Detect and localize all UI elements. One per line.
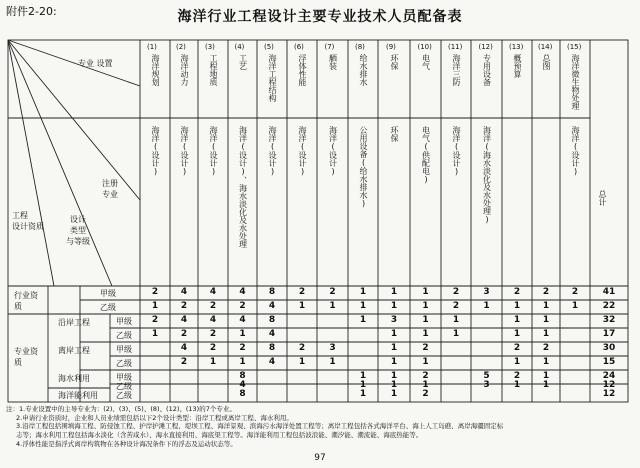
- table-cell: 1: [151, 301, 159, 311]
- column-index: (3): [205, 43, 215, 51]
- total-cell: 17: [602, 329, 616, 339]
- table-cell: 4: [180, 315, 188, 325]
- table-cell: 2: [329, 287, 336, 297]
- total-cell: 22: [602, 301, 616, 311]
- page-title: 海洋行业工程设计主要专业技术人员配备表: [177, 9, 463, 25]
- table-cell: 1: [359, 371, 367, 381]
- column-name: 浮体性能: [298, 54, 307, 86]
- table-cell: 2: [298, 343, 306, 353]
- table-cell: 3: [483, 380, 490, 390]
- table-cell: 1: [452, 329, 460, 339]
- column-name: 电气: [421, 54, 431, 70]
- table-cell: 1: [422, 287, 429, 297]
- column-index: (1): [147, 43, 157, 51]
- table-cell: 1: [359, 315, 367, 325]
- grade-label: 乙级: [116, 331, 132, 340]
- design-type-label: 海洋能利用: [58, 391, 98, 400]
- column-registered-specialty: 海洋(设计): [180, 126, 189, 176]
- corner-qualification: 工程 设计资质: [12, 211, 44, 231]
- grade-label: 甲级: [116, 317, 132, 326]
- table-cell: 2: [542, 343, 550, 353]
- table-cell: 1: [513, 301, 521, 311]
- column-name: 工艺: [238, 54, 248, 70]
- table-cell: 2: [513, 287, 521, 297]
- total-cell: 12: [602, 389, 616, 399]
- table-cell: 1: [422, 329, 429, 339]
- table-cell: 1: [298, 357, 306, 367]
- table-cell: 2: [422, 389, 429, 399]
- grade-label: 甲级: [116, 373, 132, 382]
- table-cell: 2: [239, 301, 246, 311]
- table-cell: 2: [422, 343, 429, 353]
- column-registered-specialty: 海洋(设计): [571, 126, 580, 176]
- table-cell: 1: [483, 301, 490, 311]
- table-cell: 1: [422, 380, 429, 390]
- column-index: (8): [355, 43, 365, 51]
- table-cell: 1: [422, 301, 429, 311]
- table-cell: 1: [542, 329, 550, 339]
- total-cell: 41: [602, 287, 616, 297]
- table-cell: 2: [209, 301, 217, 311]
- table-cell: 4: [180, 343, 188, 353]
- column-registered-specialty: 海洋(设计): [452, 126, 461, 176]
- total-cell: 30: [602, 343, 616, 353]
- column-index: (14): [538, 43, 553, 51]
- column-registered-specialty: 环保: [390, 126, 399, 142]
- table-cell: 8: [268, 315, 276, 325]
- table-cell: 1: [239, 357, 246, 367]
- table-cell: 2: [452, 287, 460, 297]
- table-cell: 2: [151, 287, 159, 297]
- table-cell: 2: [571, 287, 579, 297]
- table-cell: 1: [298, 301, 306, 311]
- column-index: (11): [448, 43, 463, 51]
- table-cell: 1: [422, 315, 429, 325]
- note-line: 3.沿岸工程包括围填海工程、防侵蚀工程、护岸护滩工程、堤坝工程、海洋景观、滨海污水海洋处置工程等；离岸工程包括各式海洋平台、海上人工岛礁、离岸海疆固定标: [16, 422, 504, 431]
- column-registered-specialty: 海洋(设计): [151, 126, 160, 176]
- table-cell: 1: [390, 357, 398, 367]
- table-cell: 4: [268, 301, 276, 311]
- table-cell: 3: [329, 343, 336, 353]
- table-cell: 1: [390, 371, 398, 381]
- column-registered-specialty: 海洋(设计): [209, 126, 218, 176]
- column-registered-specialty: 海洋(设计): [268, 126, 277, 176]
- column-name: 概预算: [513, 54, 522, 78]
- table-cell: 4: [239, 315, 246, 325]
- note-line: 2.申请行业资质时，企业和人员业绩需包括以下2个设计类型：沿岸工程或离岸工程、海水利用。: [16, 413, 293, 422]
- design-type-label: 离岸工程: [58, 346, 90, 355]
- column-index: (6): [294, 43, 304, 51]
- table-cell: 2: [513, 371, 521, 381]
- corner-design-type: 设计 类型 与等级: [66, 215, 90, 246]
- table-cell: 1: [359, 301, 367, 311]
- table-cell: 1: [329, 357, 336, 367]
- column-name: 海洋微生物处理: [571, 54, 580, 110]
- table-cell: 2: [209, 329, 217, 339]
- table-cell: 1: [542, 371, 550, 381]
- column-name: 海洋规划: [151, 54, 160, 86]
- column-name: 海洋工程结构: [268, 54, 277, 102]
- corner-registered-specialty: 注册 专业: [102, 179, 118, 199]
- table-cell: 1: [513, 315, 521, 325]
- table-cell: 2: [180, 329, 188, 339]
- table-cell: 8: [268, 287, 276, 297]
- column-name: 给水排水: [359, 54, 368, 86]
- column-index: (9): [386, 43, 396, 51]
- note-line: 4.浮体性能是指浮式离岸构筑物在各种设计海况条件下的浮态及运动状态等。: [16, 439, 237, 448]
- table-cell: 1: [390, 380, 398, 390]
- column-index: (7): [324, 43, 335, 51]
- grade-label: 甲级: [116, 345, 132, 354]
- column-index: (10): [417, 43, 432, 51]
- table-cell: 8: [268, 343, 276, 353]
- note-line: 注：1.专业设置中的主导专业为：(2)、(3)、(5)、(8)、(12)、(13)的7个专业。: [6, 405, 236, 413]
- column-index: (2): [176, 43, 186, 51]
- table-cell: 1: [359, 380, 367, 390]
- grade-label: 乙级: [116, 391, 132, 400]
- total-cell: 15: [602, 357, 616, 367]
- table-cell: 1: [542, 315, 550, 325]
- table-cell: 3: [390, 315, 398, 325]
- column-index: (15): [567, 43, 582, 51]
- table-cell: 1: [329, 301, 336, 311]
- design-type-label: 沿岸工程: [58, 318, 90, 327]
- total-cell: 32: [602, 315, 616, 325]
- grade-label: 甲级: [100, 289, 116, 298]
- column-name: 海洋动力: [180, 54, 189, 86]
- table-cell: 3: [483, 287, 490, 297]
- table-cell: 2: [452, 301, 460, 311]
- total-header: 总计: [598, 190, 607, 206]
- table-cell: 2: [542, 287, 550, 297]
- column-name: 舾装: [328, 54, 338, 70]
- table-cell: 1: [359, 287, 367, 297]
- table-cell: 2: [298, 287, 306, 297]
- table-cell: 1: [209, 357, 217, 367]
- table-cell: 4: [268, 357, 276, 367]
- column-index: (4): [234, 43, 245, 51]
- table-cell: 4: [239, 287, 246, 297]
- table-cell: 1: [359, 389, 367, 399]
- table-cell: 8: [239, 389, 246, 399]
- page-number: 97: [314, 453, 326, 463]
- grade-label: 乙级: [100, 303, 116, 312]
- table-cell: 4: [209, 315, 217, 325]
- table-cell: 1: [239, 329, 246, 339]
- table-cell: 2: [239, 343, 246, 353]
- table-cell: 2: [422, 371, 429, 381]
- column-index: (5): [264, 43, 274, 51]
- table-cell: 5: [483, 371, 490, 381]
- column-registered-specialty: 海洋(设计)、海水淡化及水处理: [238, 126, 248, 248]
- table-cell: 1: [542, 357, 550, 367]
- design-type-label: 海水利用: [58, 374, 90, 383]
- note-line: 志等；海水利用工程包括海水淡化（含苦咸水）、海水直接利用、海底渠工程等。海洋能利用工程包括波浪能、潮汐能、潮流能、海底热能等。: [16, 431, 423, 440]
- table-cell: 1: [422, 357, 429, 367]
- table-cell: 1: [390, 343, 398, 353]
- table-cell: 1: [513, 380, 521, 390]
- column-index: (12): [478, 43, 493, 51]
- table-cell: 4: [239, 380, 246, 390]
- table-cell: 4: [268, 329, 276, 339]
- column-index: (13): [509, 43, 524, 51]
- table-cell: 1: [390, 301, 398, 311]
- total-cell: 24: [602, 371, 616, 381]
- table-cell: 1: [151, 329, 159, 339]
- table-cell: 2: [180, 301, 188, 311]
- table-cell: 1: [513, 329, 521, 339]
- table-cell: 1: [390, 287, 398, 297]
- column-registered-specialty: 海洋(设计): [328, 126, 338, 176]
- qualification-group: 行业资质: [14, 291, 38, 311]
- table-cell: 1: [452, 315, 460, 325]
- column-name: 专用设备: [482, 54, 492, 86]
- column-registered-specialty: 海洋(海水淡化及水处理): [482, 126, 492, 224]
- table-cell: 8: [239, 371, 246, 381]
- column-name: 工程地质: [209, 54, 218, 86]
- corner-specialty-setting: 专业 设置: [78, 59, 113, 68]
- grade-label: 乙级: [116, 359, 132, 368]
- column-name: 环保: [390, 54, 399, 70]
- table-cell: 4: [209, 287, 217, 297]
- table-cell: 1: [513, 357, 521, 367]
- table-cell: 1: [542, 301, 550, 311]
- footnotes: [6, 405, 636, 449]
- column-registered-specialty: 海洋(设计): [298, 126, 307, 176]
- column-name: 海洋三防: [452, 54, 461, 86]
- table-cell: 1: [390, 389, 398, 399]
- column-name: 总图: [542, 54, 551, 70]
- table-cell: 1: [571, 301, 579, 311]
- total-cell: 12: [602, 380, 616, 390]
- qualification-group: 专业资质: [14, 347, 38, 367]
- table-cell: 2: [513, 343, 521, 353]
- table-cell: 1: [542, 380, 550, 390]
- column-registered-specialty: 电气(供配电): [421, 126, 431, 184]
- table-cell: 2: [209, 343, 217, 353]
- table-cell: 2: [180, 357, 188, 367]
- table-cell: 1: [390, 329, 398, 339]
- column-registered-specialty: 公用设备(给水排水): [359, 126, 368, 208]
- table-cell: 2: [151, 315, 159, 325]
- table-cell: 4: [180, 287, 188, 297]
- attachment-label: 附件2-20:: [6, 5, 57, 18]
- grade-label: 乙级: [116, 382, 132, 391]
